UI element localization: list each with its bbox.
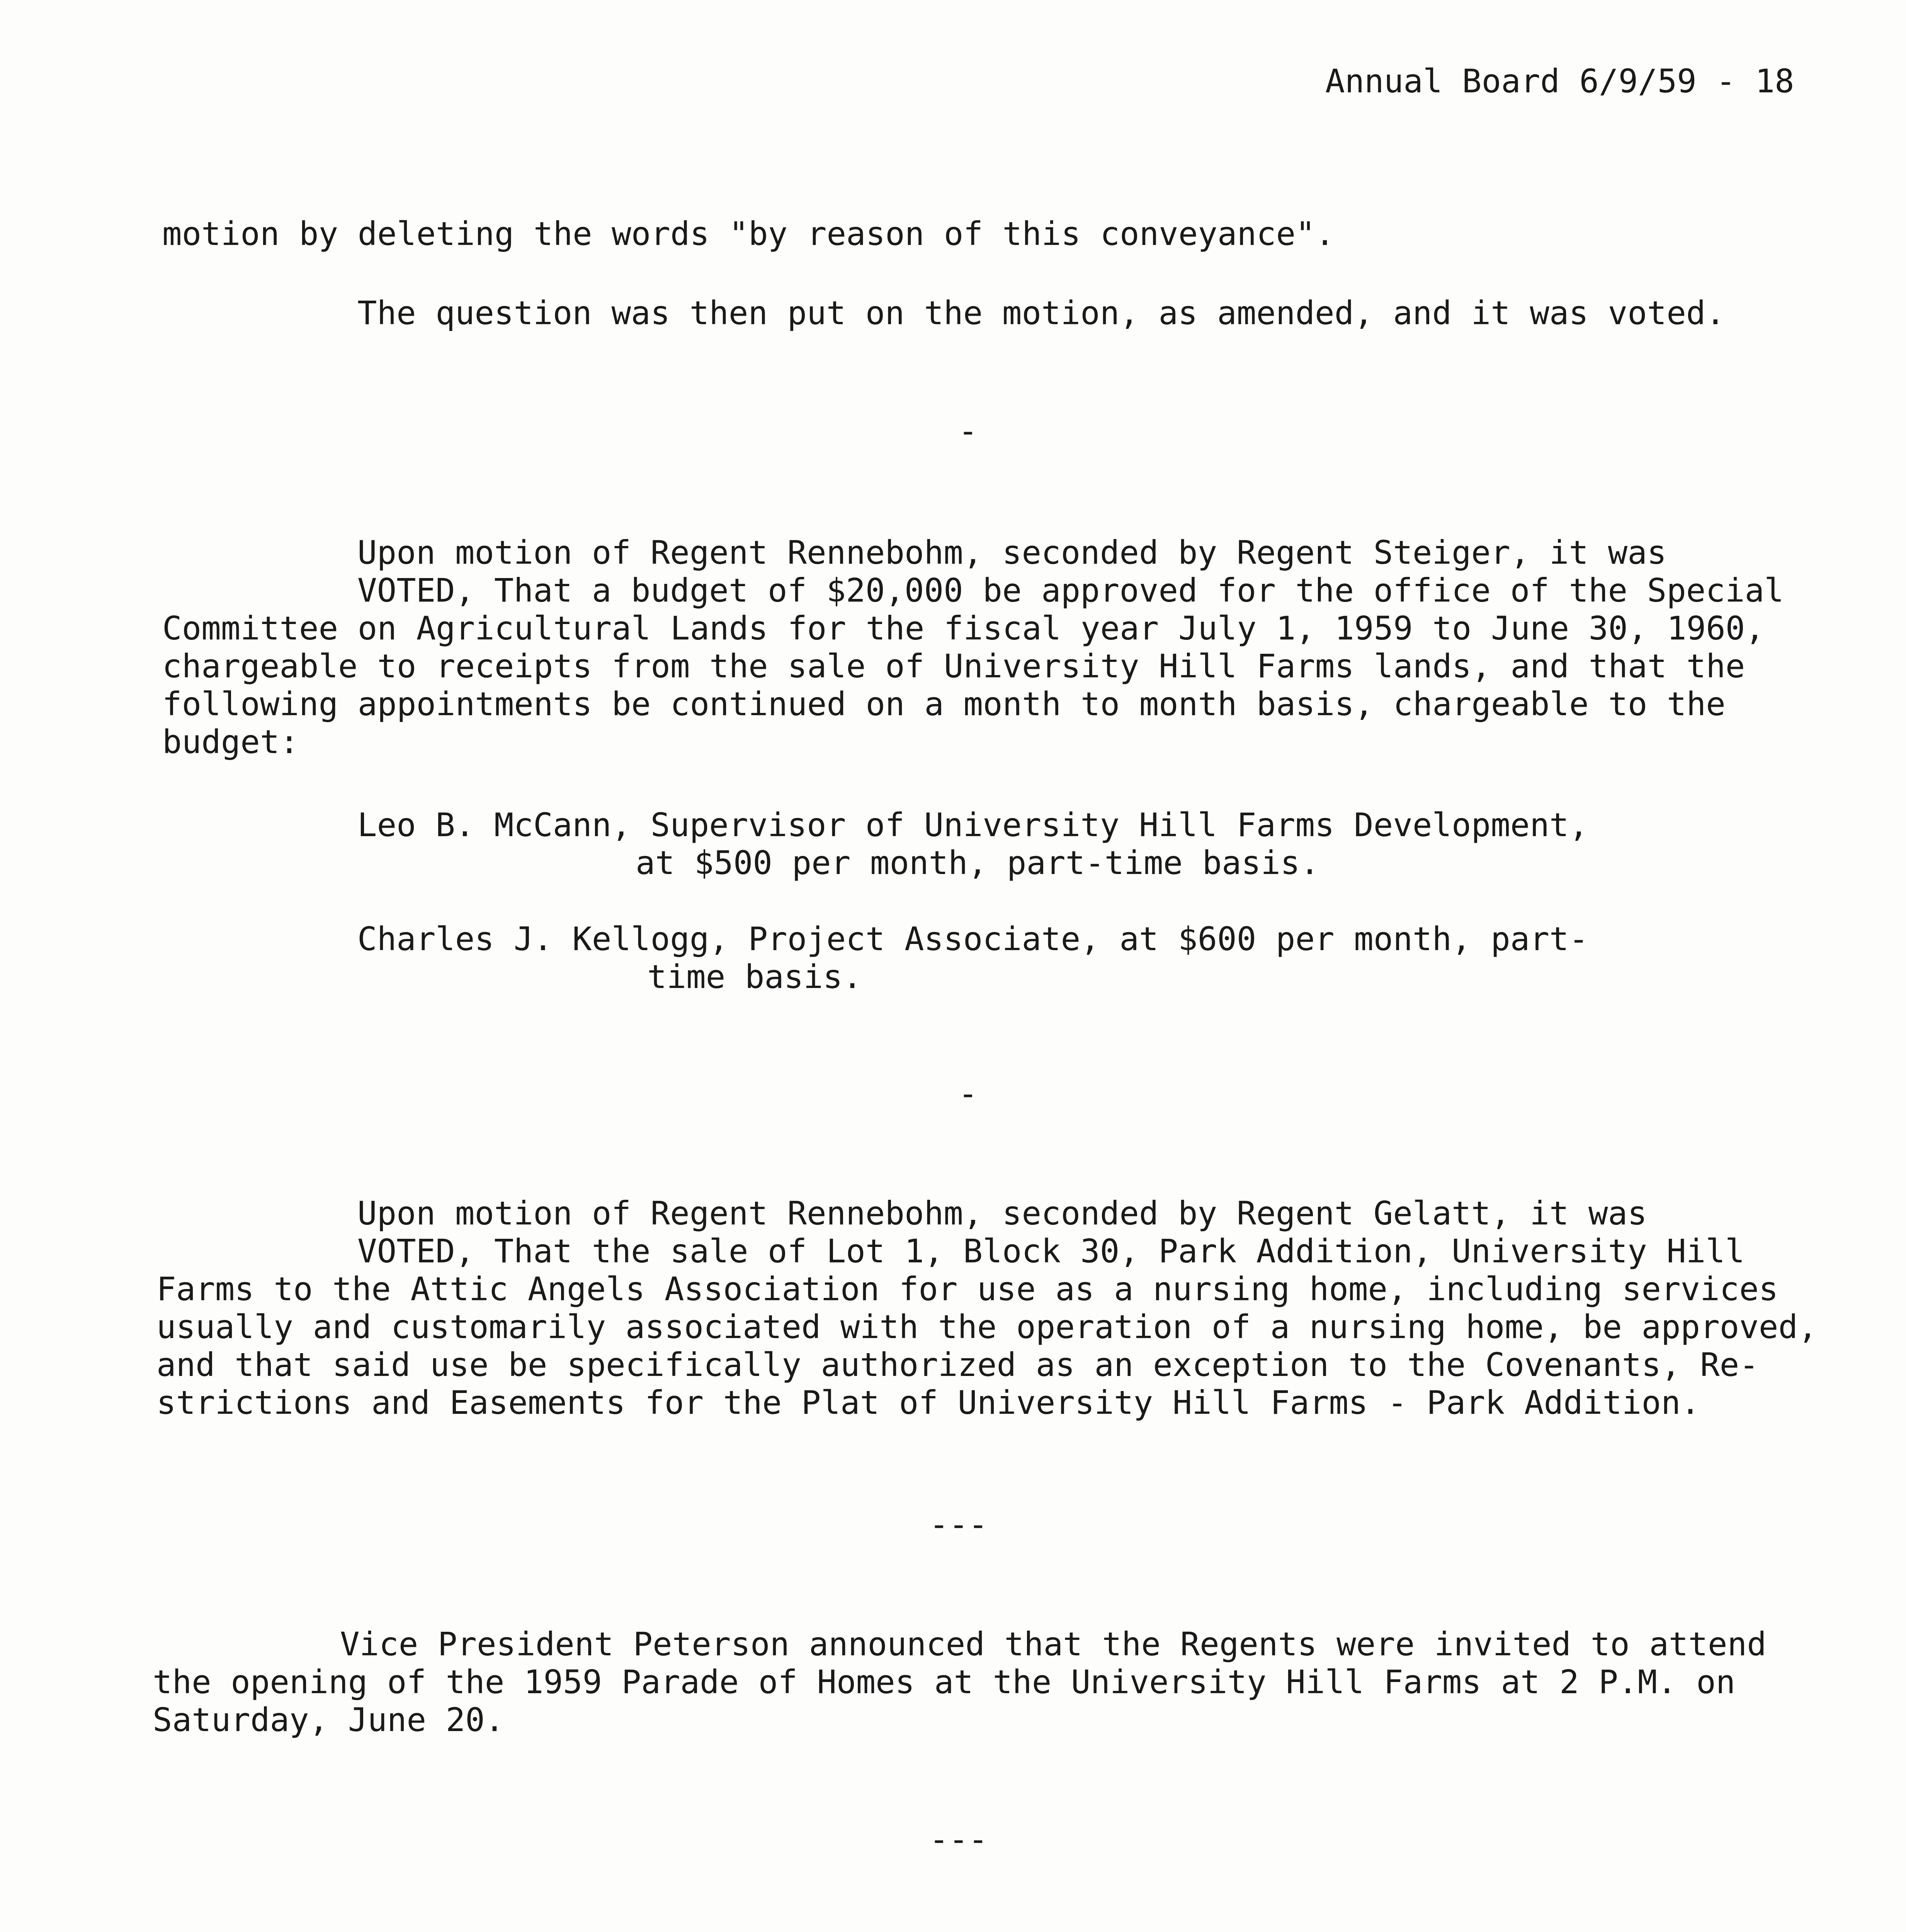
section-separator: - — [958, 1075, 978, 1112]
appointment-line: Charles J. Kellogg, Project Associate, at $600 per month, part- — [357, 920, 1589, 958]
paragraph-line: Upon motion of Regent Rennebohm, seconded by Regent Steiger, it was — [357, 534, 1667, 571]
section-separator: --- — [929, 1820, 988, 1858]
appointment-line: at $500 per month, part-time basis. — [636, 844, 1320, 882]
paragraph-line: strictions and Easements for the Plat of University Hill Farms - Park Addition. — [156, 1384, 1700, 1422]
paragraph-line: The question was then put on the motion, as amended, and it was voted. — [357, 294, 1726, 332]
page-header: Annual Board 6/9/59 - 18 — [1325, 62, 1794, 100]
paragraph-line: chargeable to receipts from the sale of University Hill Farms lands, and that the — [162, 647, 1745, 685]
paragraph-line: and that said use be specifically authorized as an exception to the Covenants, Re- — [156, 1346, 1759, 1384]
paragraph-line: usually and customarily associated with the operation of a nursing home, be approved, — [156, 1308, 1818, 1346]
appointment-line: time basis. — [647, 958, 862, 996]
paragraph-line: the opening of the 1959 Parade of Homes at the University Hill Farms at 2 P.M. on — [153, 1663, 1736, 1701]
paragraph-line: VOTED, That a budget of $20,000 be approved for the office of the Special — [357, 571, 1784, 609]
paragraph-line: following appointments be continued on a month to month basis, chargeable to the — [162, 685, 1726, 723]
appointment-line: Leo B. McCann, Supervisor of University Hill Farms Development, — [357, 806, 1589, 844]
paragraph-line: Upon motion of Regent Rennebohm, seconded by Regent Gelatt, it was — [357, 1194, 1647, 1232]
paragraph-line: Vice President Peterson announced that the Regents were invited to attend — [340, 1625, 1767, 1663]
section-separator: --- — [929, 1505, 988, 1543]
section-separator: - — [958, 412, 978, 450]
paragraph-line: VOTED, That the sale of Lot 1, Block 30, Park Addition, University Hill — [357, 1232, 1745, 1270]
paragraph-line: Farms to the Attic Angels Association for use as a nursing home, including services — [156, 1270, 1778, 1308]
paragraph-line: Saturday, June 20. — [153, 1701, 505, 1739]
paragraph-line: Committee on Agricultural Lands for the fiscal year July 1, 1959 to June 30, 1960, — [162, 609, 1765, 647]
paragraph-line: motion by deleting the words "by reason of this conveyance". — [162, 215, 1335, 253]
paragraph-line: budget: — [162, 723, 299, 761]
